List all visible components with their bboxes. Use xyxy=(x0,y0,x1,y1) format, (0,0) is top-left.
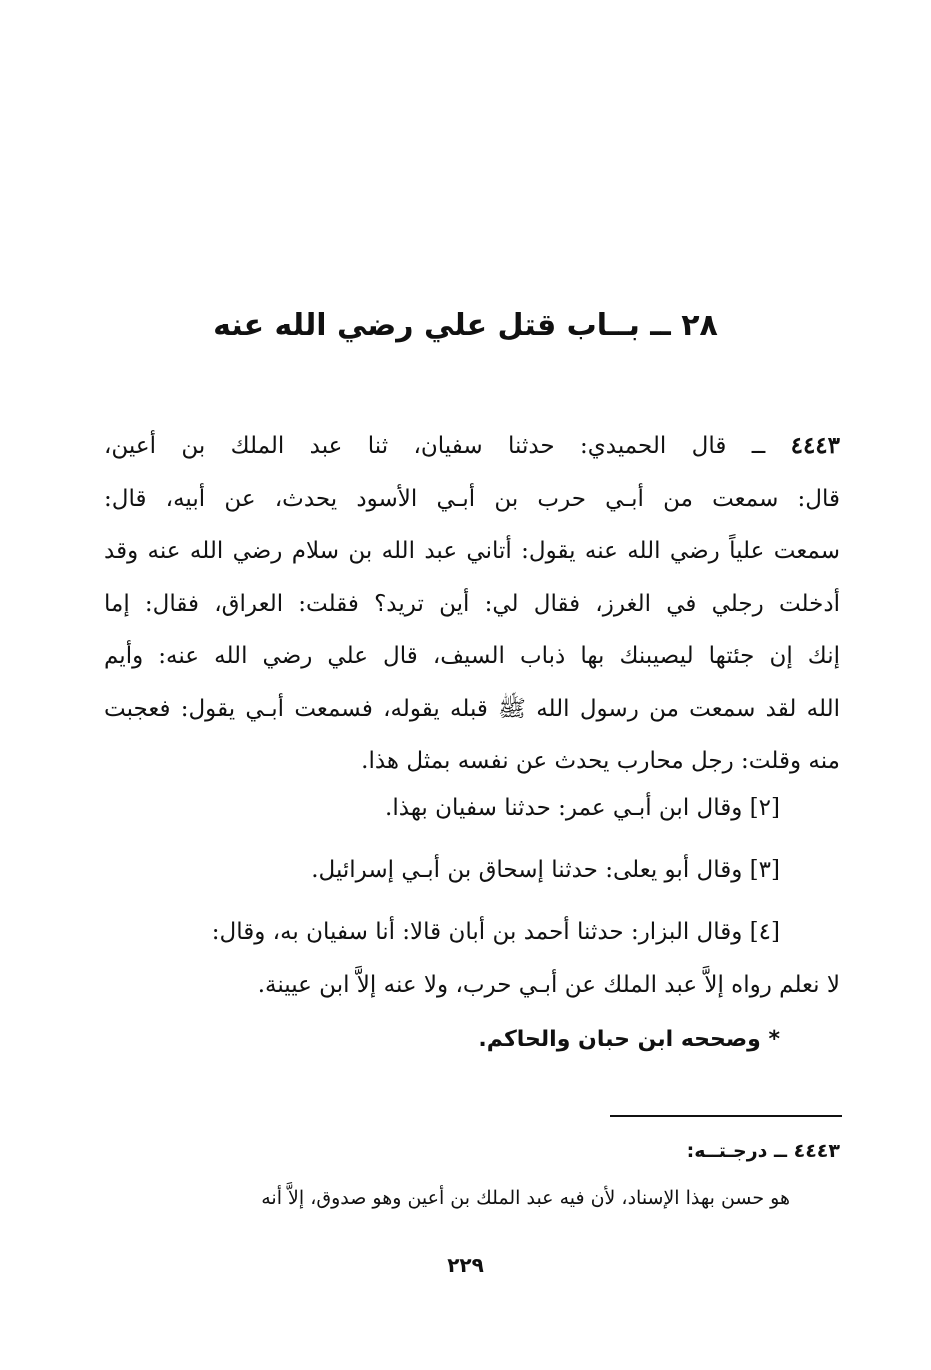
narration-text: وقال أبو يعلى: حدثنا إسحاق بن أبـي إسرائيل. xyxy=(311,857,743,883)
narration-continuation: لا نعلم رواه إلاَّ عبد الملك عن أبـي حرب، ولا عنه إلاَّ ابن عيينة. xyxy=(257,971,840,998)
narration-marker: [٤] xyxy=(749,919,780,945)
hadith-line-4: أدخلت رجلي في الغرز، فقال لي: أين تريد؟ فقلت: العراق، فقال: إما xyxy=(104,590,840,617)
hadith-paragraph xyxy=(104,420,840,788)
hadith-line-7: منه وقلت: رجل محارب يحدث عن نفسه بمثل هذا. xyxy=(361,748,840,774)
narration-2 xyxy=(104,782,840,835)
narration-marker: [٣] xyxy=(749,857,780,883)
narration-3 xyxy=(104,844,840,897)
authentication-note: * وصححه ابن حبان والحاكم. xyxy=(478,1027,780,1052)
chapter-heading: ٢٨ ــ بــاب قتل علي رضي الله عنه xyxy=(213,308,718,343)
hadith-line-3: سمعت علياً رضي الله عنه يقول: أتاني عبد الله بن سلام رضي الله عنه وقد xyxy=(104,538,840,564)
narration-marker: [٢] xyxy=(749,795,780,821)
hadith-line-1: ٤٤٤٣ ــ قال الحميدي: حدثنا سفيان، ثنا عبد الملك بن أعين، xyxy=(104,432,840,459)
hadith-number: ٤٤٤٣ xyxy=(790,432,840,459)
footnote-heading: ٤٤٤٣ ــ درجـتــه: xyxy=(686,1140,840,1162)
hadith-line-6: الله لقد سمعت من رسول الله ﷺ قبله يقوله، فسمعت أبـي يقول: فعجبت xyxy=(104,695,840,722)
footnote-text: هو حسن بهذا الإسناد، لأن فيه عبد الملك بن أعين وهو صدوق، إلاَّ أنه xyxy=(261,1187,790,1209)
narration-text: وقال ابن أبـي عمر: حدثنا سفيان بهذا. xyxy=(385,795,743,821)
narration-4 xyxy=(104,906,840,1011)
hadith-line-5: إنك إن جئتها ليصيبنك بها ذباب السيف، قال علي رضي الله عنه: وأيم xyxy=(104,643,840,669)
page-number: ٢٢٩ xyxy=(447,1253,484,1277)
narration-text: وقال البزار: حدثنا أحمد بن أبان قالا: أنا سفيان به، وقال: xyxy=(211,919,743,945)
footnote-divider xyxy=(610,1115,842,1117)
hadith-line-2: قال: سمعت من أبـي حرب بن أبـي الأسود يحدث، عن أبيه، قال: xyxy=(104,485,840,512)
